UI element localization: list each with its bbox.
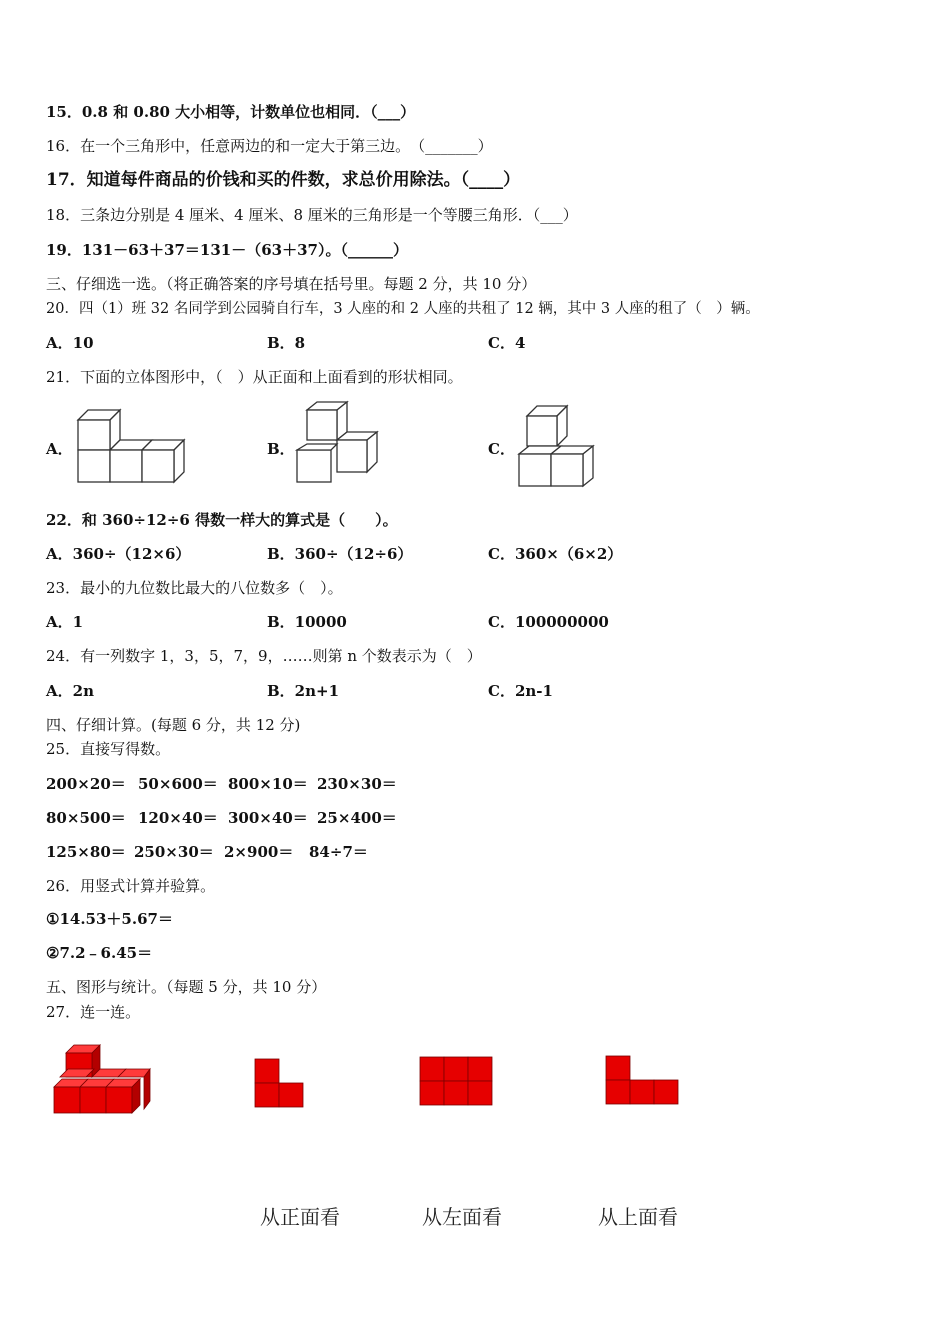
view-label-top: 从上面看 <box>598 1205 678 1229</box>
q23-option-c: C．100000000 <box>488 613 609 631</box>
q23-option-b: B．10000 <box>267 613 347 631</box>
question-21: 21．下面的立体图形中，（ ）从正面和上面看到的形状相同。 <box>46 368 463 386</box>
question-27: 27．连一连。 <box>46 1003 141 1021</box>
q21-figure-a <box>76 406 186 486</box>
q23-option-a: A．1 <box>46 613 84 631</box>
view-label-left: 从左面看 <box>422 1205 502 1229</box>
q27-view-shape-1 <box>254 1058 306 1110</box>
q20-option-c: C．4 <box>488 334 526 352</box>
view-label-front: 从正面看 <box>260 1205 340 1229</box>
q26-problem-2: ②7.2﹣6.45＝ <box>46 944 153 962</box>
q27-view-shape-3 <box>605 1055 681 1107</box>
calc-item: 230×30＝ <box>317 775 397 793</box>
question-25: 25．直接写得数。 <box>46 740 171 758</box>
q21-option-a: A． <box>46 440 73 458</box>
q24-option-a: A．2n <box>46 682 94 700</box>
calc-item: 200×20＝ <box>46 775 126 793</box>
question-22: 22．和 360÷12÷6 得数一样大的算式是（ ）。 <box>46 511 398 529</box>
question-24: 24．有一列数字 1，3，5，7，9，……则第 n 个数表示为（ ） <box>46 647 482 665</box>
q21-figure-c <box>517 404 597 490</box>
q22-option-a: A．360÷（12×6） <box>46 545 191 563</box>
question-17: 17．知道每件商品的价钱和买的件数，求总价用除法。（____） <box>46 170 521 190</box>
section-3-heading: 三、仔细选一选。（将正确答案的序号填在括号里。每题 2 分，共 10 分） <box>46 275 537 293</box>
q22-option-c: C．360×（6×2） <box>488 545 623 563</box>
section-5-heading: 五、图形与统计。（每题 5 分，共 10 分） <box>46 978 327 996</box>
q21-figure-b <box>295 400 385 486</box>
q20-option-b: B．8 <box>267 334 306 352</box>
calc-item: 300×40＝ <box>228 809 308 827</box>
calc-item: 80×500＝ <box>46 809 126 827</box>
q24-option-b: B．2n+1 <box>267 682 340 700</box>
calc-item: 800×10＝ <box>228 775 308 793</box>
question-15: 15．0.8 和 0.80 大小相等，计数单位也相同．（___） <box>46 103 416 121</box>
question-16: 16．在一个三角形中，任意两边的和一定大于第三边。 （_______） <box>46 137 493 155</box>
question-20: 20．四（1）班 32 名同学到公园骑自行车，3 人座的和 2 人座的共租了 12 辆，其中 3 人座的租了（ ）辆。 <box>46 301 760 317</box>
question-23: 23．最小的九位数比最大的八位数多（ ）。 <box>46 579 343 597</box>
calc-item: 84÷7＝ <box>309 843 368 861</box>
q20-option-a: A．10 <box>46 334 94 352</box>
section-4-heading: 四、仔细计算。(每题 6 分，共 12 分) <box>46 716 301 734</box>
question-26: 26．用竖式计算并验算。 <box>46 877 216 895</box>
calc-item: 120×40＝ <box>138 809 218 827</box>
q27-red-solid <box>52 1043 152 1118</box>
q21-option-c: C． <box>488 440 515 458</box>
question-19: 19．131－63＋37＝131－（63＋37）。（______） <box>46 241 408 259</box>
q26-problem-1: ①14.53＋5.67＝ <box>46 910 173 928</box>
calc-item: 2×900＝ <box>224 843 294 861</box>
q22-option-b: B．360÷（12÷6） <box>267 545 413 563</box>
calc-item: 125×80＝ <box>46 843 126 861</box>
q27-view-shape-2 <box>419 1056 495 1108</box>
calc-item: 50×600＝ <box>138 775 218 793</box>
q21-option-b: B． <box>267 440 295 458</box>
calc-item: 25×400＝ <box>317 809 397 827</box>
calc-item: 250×30＝ <box>134 843 214 861</box>
question-18: 18．三条边分别是 4 厘米、4 厘米、8 厘米的三角形是一个等腰三角形．（___） <box>46 206 578 224</box>
q24-option-c: C．2n-1 <box>488 682 553 700</box>
